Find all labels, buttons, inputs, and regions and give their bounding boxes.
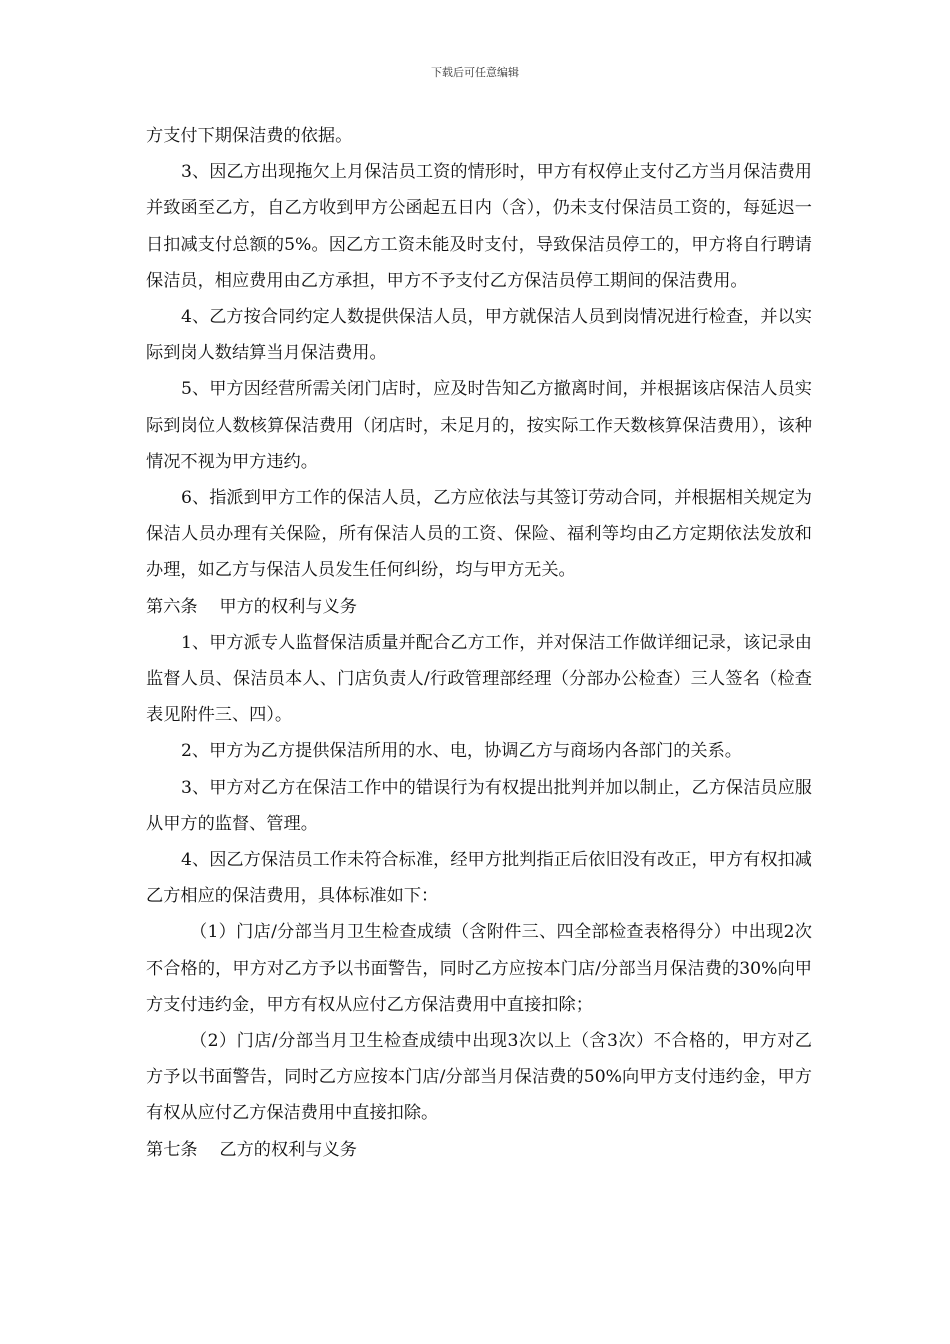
paragraph-item-4: 4、乙方按合同约定人数提供保洁人员，甲方就保洁人员到岗情况进行检查，并以实际到岗人数结算当月保洁费用。: [146, 307, 812, 364]
document-body: [146, 118, 812, 1168]
paragraph-a6-item-4: 4、因乙方保洁员工作未符合标准，经甲方批判指正后依旧没有改正，甲方有权扣减乙方相应的保洁费用，具体标准如下：: [146, 850, 812, 907]
paragraph-a6-item-1: 1、甲方派专人监督保洁质量并配合乙方工作，并对保洁工作做详细记录，该记录由监督人员、保洁员本人、门店负责人/行政管理部经理（分部办公检查）三人签名（检查表见附件三、四）。: [146, 632, 812, 726]
paragraph-a6-item-2: 2、甲方为乙方提供保洁所用的水、电，协调乙方与商场内各部门的关系。: [181, 741, 742, 762]
paragraph-subitem-2: （2）门店/分部当月卫生检查成绩中出现3次以上（含3次）不合格的，甲方对乙方予以书面警告，同时乙方应按本门店/分部当月保洁费的50%向甲方支付违约金，甲方有权从应付乙方保洁费用中直接扣除。: [146, 1031, 812, 1124]
paragraph-item-3: 3、因乙方出现拖欠上月保洁员工资的情形时，甲方有权停止支付乙方当月保洁费用并致函至乙方，自乙方收到甲方公函起五日内（含），仍未支付保洁员工资的，每延迟一日扣减支付总额的5%。因乙方工资未能及时支付，导致保洁员停工的，甲方将自行聘请保洁员，相应费用由乙方承担，甲方不予支付乙方保洁员停工期间的保洁费用。: [146, 162, 812, 291]
article-7-heading: 第七条 乙方的权利与义务: [146, 1139, 357, 1160]
article-6-heading: 第六条 甲方的权利与义务: [146, 596, 357, 617]
page-header: 下载后可任意编辑: [431, 66, 519, 79]
paragraph-item-6: 6、指派到甲方工作的保洁人员，乙方应依法与其签订劳动合同，并根据相关规定为保洁人员办理有关保险，所有保洁人员的工资、保险、福利等均由乙方定期依法发放和办理，如乙方与保洁人员发生任何纠纷，均与甲方无关。: [146, 488, 812, 581]
paragraph-a6-item-3: 3、甲方对乙方在保洁工作中的错误行为有权提出批判并加以制止，乙方保洁员应服从甲方的监督、管理。: [146, 777, 812, 834]
paragraph-item-5: 5、甲方因经营所需关闭门店时，应及时告知乙方撤离时间，并根据该店保洁人员实际到岗位人数核算保洁费用（闭店时，未足月的，按实际工作天数核算保洁费用），该种情况不视为甲方违约。: [146, 379, 812, 472]
paragraph-subitem-1: （1）门店/分部当月卫生检查成绩（含附件三、四全部检查表格得分）中出现2次不合格的，甲方对乙方予以书面警告，同时乙方应按本门店/分部当月保洁费的30%向甲方支付违约金，甲方有权从应付乙方保洁费用中直接扣除；: [146, 922, 812, 1015]
paragraph-continuation: 方支付下期保洁费的依据。: [146, 126, 353, 146]
